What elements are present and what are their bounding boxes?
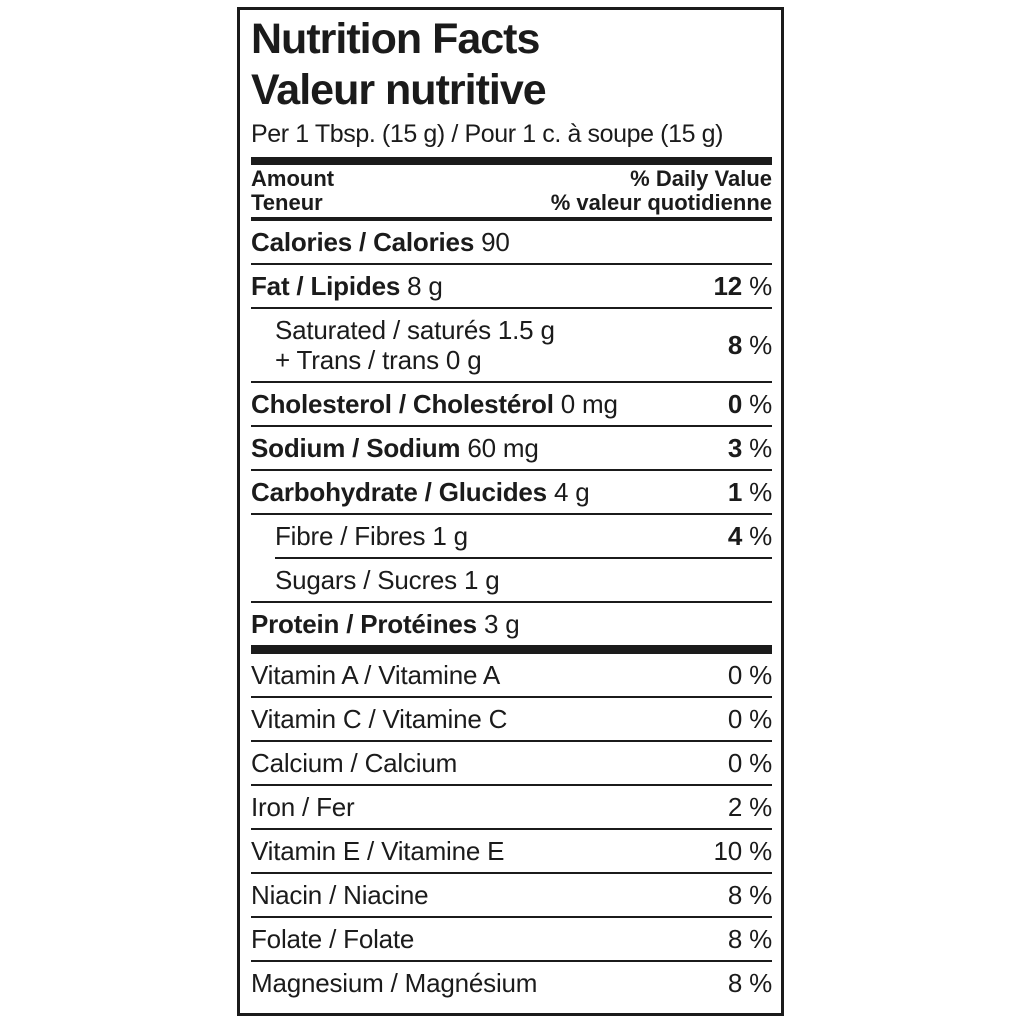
folate-label: Folate / Folate <box>251 924 415 954</box>
label-title-english: Nutrition Facts <box>251 15 540 63</box>
cholesterol-label: Cholesterol / Cholestérol <box>251 389 554 419</box>
carbohydrate-value: 4 g <box>553 477 590 507</box>
row-calories <box>251 221 772 263</box>
percent-sign: % <box>749 924 772 954</box>
saturated-fat-line: Saturated / saturés 1.5 g <box>275 315 555 345</box>
percent-sign: % <box>749 704 772 734</box>
niacin-label: Niacin / Niacine <box>251 880 429 910</box>
vitamin-a-label: Vitamin A / Vitamine A <box>251 660 501 690</box>
vitamin-e-daily-value: 10 % <box>713 836 772 866</box>
percent-sign: % <box>749 271 772 301</box>
row-calcium <box>251 742 772 784</box>
fat-value: 8 g <box>407 271 443 301</box>
percent-sign: % <box>749 389 772 419</box>
calories-value: 90 <box>481 227 510 257</box>
row-fat <box>251 265 772 307</box>
row-sodium <box>251 427 772 469</box>
percent-sign: % <box>749 792 772 822</box>
protein-value: 3 g <box>483 609 520 639</box>
row-cholesterol <box>251 383 772 425</box>
folate-daily-value: 8 % <box>727 924 772 954</box>
calcium-daily-value: 0 % <box>727 748 772 778</box>
magnesium-label: Magnesium / Magnésium <box>251 968 538 998</box>
column-header-row <box>251 165 772 217</box>
thick-divider-top <box>251 157 772 165</box>
niacin-daily-value: 8 % <box>727 880 772 910</box>
row-niacin <box>251 874 772 916</box>
calories-label: Calories / Calories <box>251 227 475 257</box>
vitamin-c-daily-value: 0 % <box>727 704 772 734</box>
percent-sign: % <box>749 521 772 551</box>
row-sugars <box>251 559 772 601</box>
row-protein <box>251 603 772 645</box>
fat-daily-value: 12 % <box>713 271 772 301</box>
row-carbohydrate <box>251 471 772 513</box>
sodium-value: 60 mg <box>467 433 539 463</box>
daily-value-label-en: % Daily Value <box>630 166 772 191</box>
vitamin-c-label: Vitamin C / Vitamine C <box>251 704 508 734</box>
label-title-french: Valeur nutritive <box>251 66 546 114</box>
fibre-label: Fibre / Fibres 1 g <box>275 521 468 551</box>
percent-sign: % <box>749 330 772 360</box>
thick-divider-protein <box>251 645 772 654</box>
row-vitamin-c <box>251 698 772 740</box>
daily-value-label-fr: % valeur quotidienne <box>550 190 772 215</box>
fat-label: Fat / Lipides <box>251 271 401 301</box>
calcium-label: Calcium / Calcium <box>251 748 458 778</box>
vitamin-e-label: Vitamin E / Vitamine E <box>251 836 505 866</box>
saturated-trans-daily-value: 8 % <box>727 330 772 360</box>
sodium-daily-value: 3 % <box>727 433 772 463</box>
magnesium-daily-value: 8 % <box>727 968 772 998</box>
row-folate <box>251 918 772 960</box>
nutrition-facts-label <box>237 7 784 1016</box>
amount-label-en: Amount <box>251 166 335 191</box>
iron-daily-value: 2 % <box>727 792 772 822</box>
percent-sign: % <box>749 433 772 463</box>
serving-size-line: Per 1 Tbsp. (15 g) / Pour 1 c. à soupe (15 g) <box>251 120 724 148</box>
sugars-label: Sugars / Sucres 1 g <box>275 565 500 595</box>
amount-label-fr: Teneur <box>251 190 323 215</box>
daily-value-column-header <box>551 167 772 215</box>
row-iron <box>251 786 772 828</box>
fibre-daily-value: 4 % <box>727 521 772 551</box>
row-vitamin-e <box>251 830 772 872</box>
row-saturated-trans-fat <box>251 309 772 381</box>
trans-fat-line: + Trans / trans 0 g <box>275 345 482 375</box>
percent-sign: % <box>749 660 772 690</box>
percent-sign: % <box>749 477 772 507</box>
carbohydrate-label: Carbohydrate / Glucides <box>251 477 547 507</box>
iron-label: Iron / Fer <box>251 792 355 822</box>
protein-label: Protein / Protéines <box>251 609 477 639</box>
carbohydrate-daily-value: 1 % <box>727 477 772 507</box>
percent-sign: % <box>749 748 772 778</box>
cholesterol-daily-value: 0 % <box>727 389 772 419</box>
row-vitamin-a <box>251 654 772 696</box>
amount-column-header <box>251 167 334 215</box>
percent-sign: % <box>749 880 772 910</box>
cholesterol-value: 0 mg <box>560 389 618 419</box>
vitamin-a-daily-value: 0 % <box>727 660 772 690</box>
percent-sign: % <box>749 968 772 998</box>
row-fibre <box>251 515 772 557</box>
percent-sign: % <box>749 836 772 866</box>
sodium-label: Sodium / Sodium <box>251 433 461 463</box>
row-magnesium <box>251 962 772 1004</box>
